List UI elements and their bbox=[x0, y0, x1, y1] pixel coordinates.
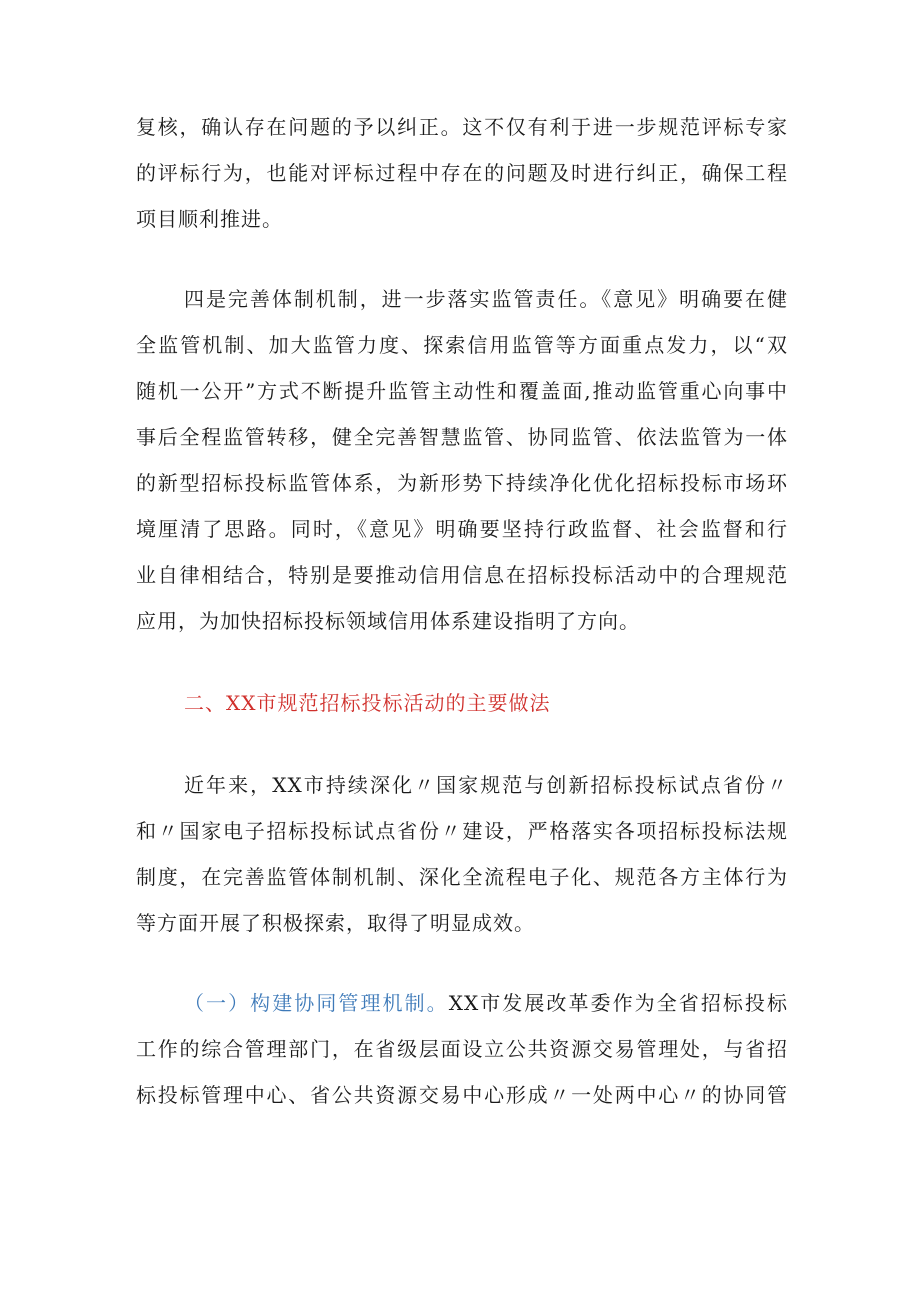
text-line: 境厘清了思路。同时，《意见》明确要坚持行政监督、社会监督和行 bbox=[136, 517, 788, 541]
text-line: 应用，为加快招标投标领域信用体系建设指明了方向。 bbox=[136, 609, 640, 633]
text-line: 工作的综合管理部门，在省级层面设立公共资源交易管理处，与省招 bbox=[136, 1037, 788, 1061]
text-line: 复核，确认存在问题的予以纠正。这不仅有利于进一步规范评标专家 bbox=[136, 115, 788, 139]
text-line: 等方面开展了积极探索，取得了明显成效。 bbox=[136, 911, 535, 935]
paragraph-review bbox=[136, 104, 788, 242]
paragraph-collaboration bbox=[136, 980, 788, 1118]
document-page bbox=[136, 104, 788, 1118]
subsection-title: （一）构建协同管理机制。 bbox=[184, 991, 449, 1015]
text-line: 四是完善体制机制，进一步落实监管责任。《意见》明确要在健 bbox=[184, 287, 788, 311]
section-heading: 二、XX市规范招标投标活动的主要做法 bbox=[184, 691, 551, 715]
text-line-with-subheading bbox=[136, 980, 788, 1026]
text-line: 的新型招标投标监管体系，为新形势下持续净化优化招标投标市场环 bbox=[136, 471, 788, 495]
text-line: 和〃国家电子招标投标试点省份〃建设，严格落实各项招标投标法规 bbox=[136, 819, 788, 843]
text-line: 近年来，XX市持续深化〃国家规范与创新招标投标试点省份〃 bbox=[184, 773, 788, 797]
subsection-first-line: XX市发展改革委作为全省招标投标 bbox=[448, 991, 788, 1015]
paragraph-supervision bbox=[136, 276, 788, 644]
text-line: 全监管机制、加大监管力度、探索信用监管等方面重点发力，以“双 bbox=[136, 333, 788, 357]
paragraph-practices bbox=[136, 762, 788, 946]
text-line: 制度，在完善监管体制机制、深化全流程电子化、规范各方主体行为 bbox=[136, 865, 788, 889]
text-line: 业自律相结合，特别是要推动信用信息在招标投标活动中的合理规范 bbox=[136, 563, 788, 587]
text-line: 项目顺利推进。 bbox=[136, 207, 283, 231]
text-line: 随机一公开”方式不断提升监管主动性和覆盖面,推动监管重心向事中 bbox=[136, 379, 788, 403]
text-line: 的评标行为，也能对评标过程中存在的问题及时进行纠正，确保工程 bbox=[136, 161, 788, 185]
text-line: 标投标管理中心、省公共资源交易中心形成〃一处两中心〃的协同管 bbox=[136, 1083, 788, 1107]
text-line: 事后全程监管转移，健全完善智慧监管、协同监管、依法监管为一体 bbox=[136, 425, 788, 449]
